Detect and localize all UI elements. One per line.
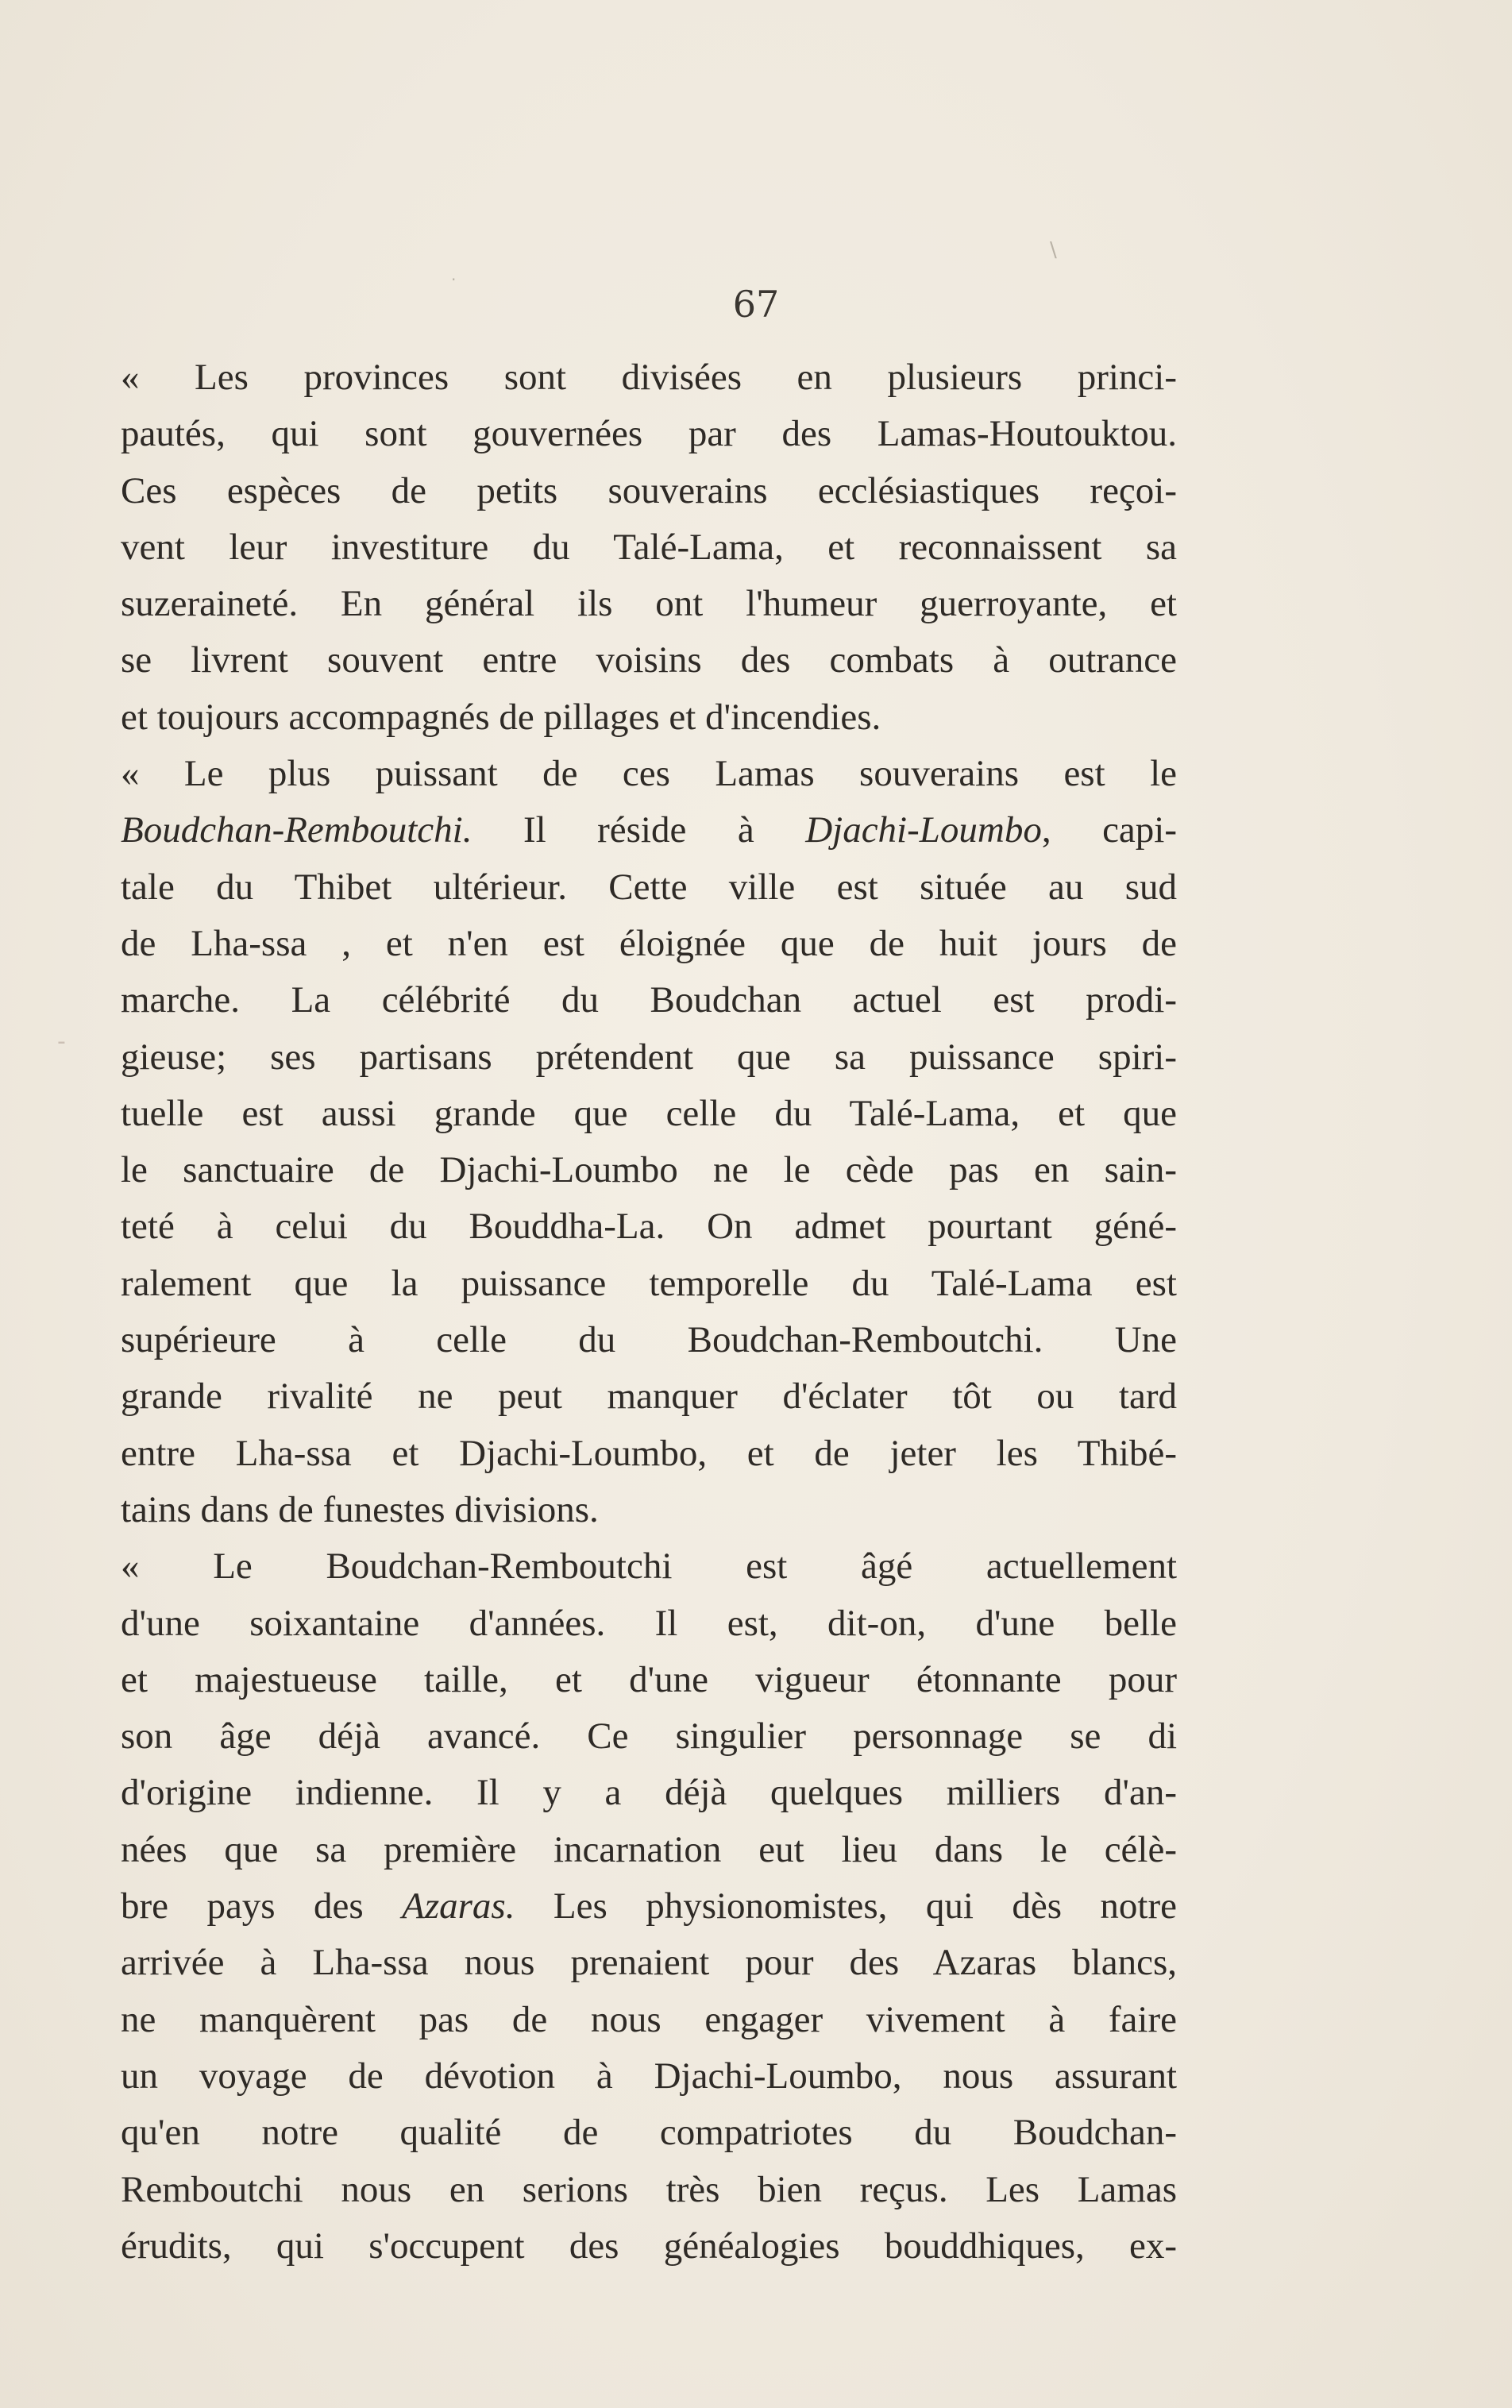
text-line: « Le plus puissant de ces Lamas souverains est le: [121, 753, 1177, 795]
text-line: qu'en notre qualité de compatriotes du Boudchan-: [121, 2112, 1177, 2154]
text-line: et toujours accompagnés de pillages et d'incendies.: [121, 696, 881, 738]
text-line: supérieure à celle du Boudchan-Remboutchi. Une: [121, 1319, 1177, 1361]
text-line: « Les provinces sont divisées en plusieurs princi-: [121, 357, 1177, 398]
text-line: érudits, qui s'occupent des généalogies bouddhiques, ex-: [121, 2225, 1177, 2267]
margin-speck: -: [57, 1028, 66, 1055]
text-line: vent leur investiture du Talé-Lama, et reconnaissent sa: [121, 526, 1177, 568]
margin-speck: \: [1050, 238, 1057, 262]
text-line: entre Lha-ssa et Djachi-Loumbo, et de jeter les Thibé-: [121, 1432, 1177, 1474]
margin-speck: ·: [451, 270, 457, 289]
text-line: Ces espèces de petits souverains ecclésiastiques reçoi-: [121, 469, 1177, 511]
text-span: Il réside à: [472, 809, 806, 851]
text-span: Les physionomistes, qui dès notre: [515, 1885, 1177, 1928]
body-text: [121, 349, 1177, 2275]
text-line: gieuse; ses partisans prétendent que sa puissance spiri-: [121, 1036, 1177, 1078]
text-line: tains dans de funestes divisions.: [121, 1488, 599, 1530]
text-line: [121, 1878, 1177, 1935]
italic-text: Azaras.: [402, 1885, 515, 1928]
text-line: et majestueuse taille, et d'une vigueur étonnante pour: [121, 1658, 1177, 1700]
text-line: teté à celui du Bouddha-La. On admet pourtant géné-: [121, 1206, 1177, 1248]
page-number: 67: [732, 283, 780, 326]
text-line: suzeraineté. En général ils ont l'humeur guerroyante, et: [121, 583, 1177, 625]
text-line: [121, 802, 1177, 859]
text-line: nées que sa première incarnation eut lieu dans le célè-: [121, 1828, 1177, 1870]
text-line: de Lha-ssa , et n'en est éloignée que de huit jours de: [121, 922, 1177, 964]
text-line: arrivée à Lha-ssa nous prenaient pour des Azaras blancs,: [121, 1942, 1177, 1984]
text-line: pautés, qui sont gouvernées par des Lamas-Houtouktou.: [121, 413, 1177, 455]
italic-text: Boudchan-Remboutchi.: [121, 809, 472, 851]
text-line: ne manquèrent pas de nous engager vivement à faire: [121, 1998, 1177, 2040]
text-line: le sanctuaire de Djachi-Loumbo ne le cède pas en sain-: [121, 1149, 1177, 1191]
text-span: bre pays des: [121, 1885, 403, 1928]
text-line: grande rivalité ne peut manquer d'éclater tôt ou tard: [121, 1376, 1177, 1418]
text-line: Remboutchi nous en serions très bien reçus. Les Lamas: [121, 2168, 1177, 2210]
text-line: d'origine indienne. Il y a déjà quelques milliers d'an-: [121, 1772, 1177, 1814]
text-line: un voyage de dévotion à Djachi-Loumbo, nous assurant: [121, 2055, 1177, 2097]
text-line: tuelle est aussi grande que celle du Talé-Lama, et que: [121, 1092, 1177, 1134]
text-line: « Le Boudchan-Remboutchi est âgé actuellement: [121, 1546, 1177, 1588]
text-line: tale du Thibet ultérieur. Cette ville est située au sud: [121, 866, 1177, 908]
text-span: , capi-: [1041, 809, 1177, 851]
text-line: se livrent souvent entre voisins des combats à outrance: [121, 639, 1177, 681]
text-line: ralement que la puissance temporelle du Talé-Lama est: [121, 1262, 1177, 1304]
text-line: son âge déjà avancé. Ce singulier personnage se di: [121, 1715, 1177, 1758]
text-line: d'une soixantaine d'années. Il est, dit-on, d'une belle: [121, 1602, 1177, 1644]
italic-text: Djachi-Loumbo: [805, 809, 1042, 851]
text-line: marche. La célébrité du Boudchan actuel est prodi-: [121, 979, 1177, 1021]
